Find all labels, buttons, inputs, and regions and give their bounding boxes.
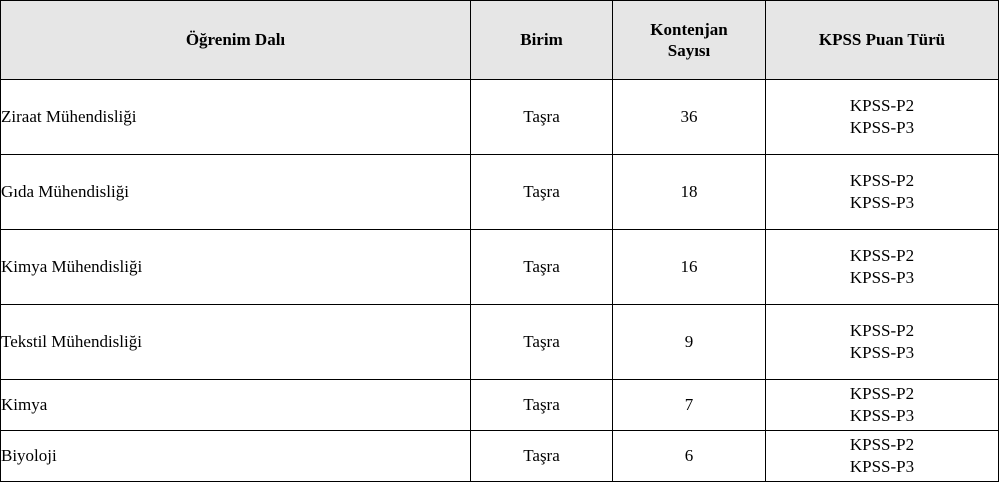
score-line-2: KPSS-P3 (849, 343, 915, 362)
header-field (1, 1, 471, 80)
cell-unit: Taşra (471, 80, 613, 155)
table-row (1, 380, 999, 431)
cell-unit: Taşra (471, 431, 613, 482)
score-line-2: KPSS-P3 (849, 193, 915, 212)
score-line-1: KPSS-P2 (849, 245, 915, 265)
cell-field: Gıda Mühendisliği (1, 155, 471, 230)
cell-count: 36 (613, 80, 766, 155)
table-row (1, 230, 999, 305)
score-line-1: KPSS-P2 (849, 95, 915, 115)
score-line-2: KPSS-P3 (849, 457, 915, 476)
table-body (1, 80, 999, 482)
cell-score-type (766, 80, 999, 155)
score-line-1: KPSS-P2 (849, 320, 915, 340)
cell-score-type (766, 380, 999, 431)
cell-score-type (766, 155, 999, 230)
header-count (613, 1, 766, 80)
cell-unit: Taşra (471, 155, 613, 230)
header-count-label-line2: Sayısı (667, 41, 711, 60)
header-score-type (766, 1, 999, 80)
cell-field: Ziraat Mühendisliği (1, 80, 471, 155)
score-line-2: KPSS-P3 (849, 406, 915, 425)
cell-score-type (766, 305, 999, 380)
header-unit-label: Birim (520, 30, 563, 50)
cell-count: 7 (613, 380, 766, 431)
cell-unit: Taşra (471, 305, 613, 380)
cell-field: Kimya Mühendisliği (1, 230, 471, 305)
cell-field: Kimya (1, 380, 471, 431)
table-row (1, 80, 999, 155)
score-line-1: KPSS-P2 (849, 383, 915, 403)
table-row (1, 155, 999, 230)
score-line-1: KPSS-P2 (849, 170, 915, 190)
table-row (1, 305, 999, 380)
cell-field: Tekstil Mühendisliği (1, 305, 471, 380)
header-unit (471, 1, 613, 80)
header-field-label: Öğrenim Dalı (185, 30, 286, 50)
header-count-label-line1: Kontenjan (650, 19, 728, 39)
score-line-1: KPSS-P2 (849, 434, 915, 454)
header-score-type-label: KPSS Puan Türü (818, 30, 946, 50)
table-header (1, 1, 999, 80)
cell-score-type (766, 230, 999, 305)
cell-unit: Taşra (471, 380, 613, 431)
cell-count: 9 (613, 305, 766, 380)
cell-count: 18 (613, 155, 766, 230)
cell-count: 16 (613, 230, 766, 305)
score-line-2: KPSS-P3 (849, 268, 915, 287)
cell-count: 6 (613, 431, 766, 482)
cell-unit: Taşra (471, 230, 613, 305)
header-row (1, 1, 999, 80)
score-line-2: KPSS-P3 (849, 118, 915, 137)
cell-field: Biyoloji (1, 431, 471, 482)
